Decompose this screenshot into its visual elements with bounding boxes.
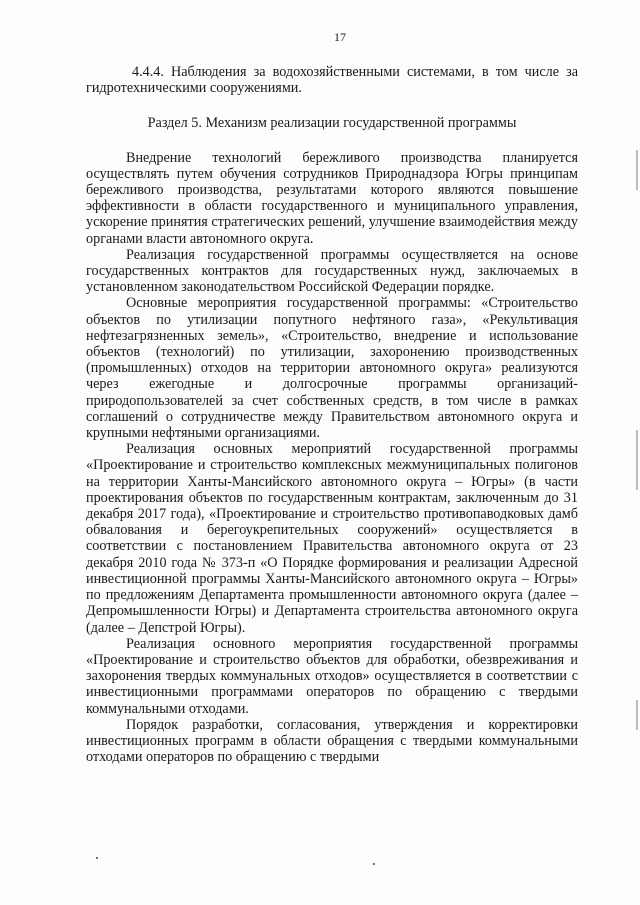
paragraph-landfill-projects: Реализация основных мероприятий государственной программы «Проектирование и строительство комплексных межмуниципальных полигонов на территории Ханты-Мансийского автономного округа – Югры» (в части проектирования объектов по государственным контрактам, заключенным до 31 декабря 2017 года), «Проектирование и строительство противопаводковых дамб обвалования и берегоукрепительных сооружений» осуществляется в соответствии с постановлением Правительства автономного округа от 23 декабря 2010 года № 373-п «О Порядке формирования и реализации Адресной инвестиционной программы Ханты-Мансийского автономного округа – Югры» по предложениям Департамента промышленности автономного округа (далее – Депромышленности Югры) и Департамента строительства автономного округа (далее – Депстрой Югры). [86,441,578,636]
scan-edge-mark [636,700,638,730]
paragraph-lean-production: Внедрение технологий бережливого производства планируется осуществлять путем обучения сотрудников Природнадзора Югры принципам бережливого производства, результатами которого являются повышение эффективности в области государственного и муниципального управления, ускорение принятия стратегических решений, улучшение взаимодействия между органами власти автономного округа. [86,149,578,247]
scan-edge-mark [636,150,638,190]
section-heading: Раздел 5. Механизм реализации государственной программы [147,115,517,132]
paragraph-waste-treatment: Реализация основного мероприятия государственной программы «Проектирование и строительство объектов для обработки, обезвреживания и захоронения твердых коммунальных отходов» осуществляется в соответствии с инвестиционными программами операторов по обращению с твердыми коммунальными отходами. [86,635,578,717]
paragraph-investment-programs: Порядок разработки, согласования, утверждения и корректировки инвестиционных программ в области обращения с твердыми коммунальными отходами операторов по обращению с твердыми [86,716,578,766]
document-body [86,64,578,765]
paragraph-main-activities: Основные мероприятия государственной программы: «Строительство объектов по утилизации попутного нефтяного газа», «Рекультивация нефтезагрязненных земель», «Строительство, внедрение и использование объектов (технологий) по утилизации, захоронению производственных (промышленных) отходов на территории автономного округа» реализуются через ежегодные и долгосрочные программы организаций-природопользователей за счет собственных средств, в том числе в рамках соглашений о сотрудничестве между Правительством автономного округа и крупными нефтяными организациями. [86,295,578,442]
scan-edge-mark [636,430,638,490]
paragraph-state-contracts: Реализация государственной программы осуществляется на основе государственных контрактов для государственных нужд, заключаемых в установленном законодательством Российской Федерации порядке. [86,246,578,296]
scan-speck [373,863,375,865]
item-4-4-4: 4.4.4. Наблюдения за водохозяйственными системами, в том числе за гидротехническими сооружениями. [86,64,578,97]
scan-speck [96,857,98,859]
page-number: 17 [334,30,346,44]
